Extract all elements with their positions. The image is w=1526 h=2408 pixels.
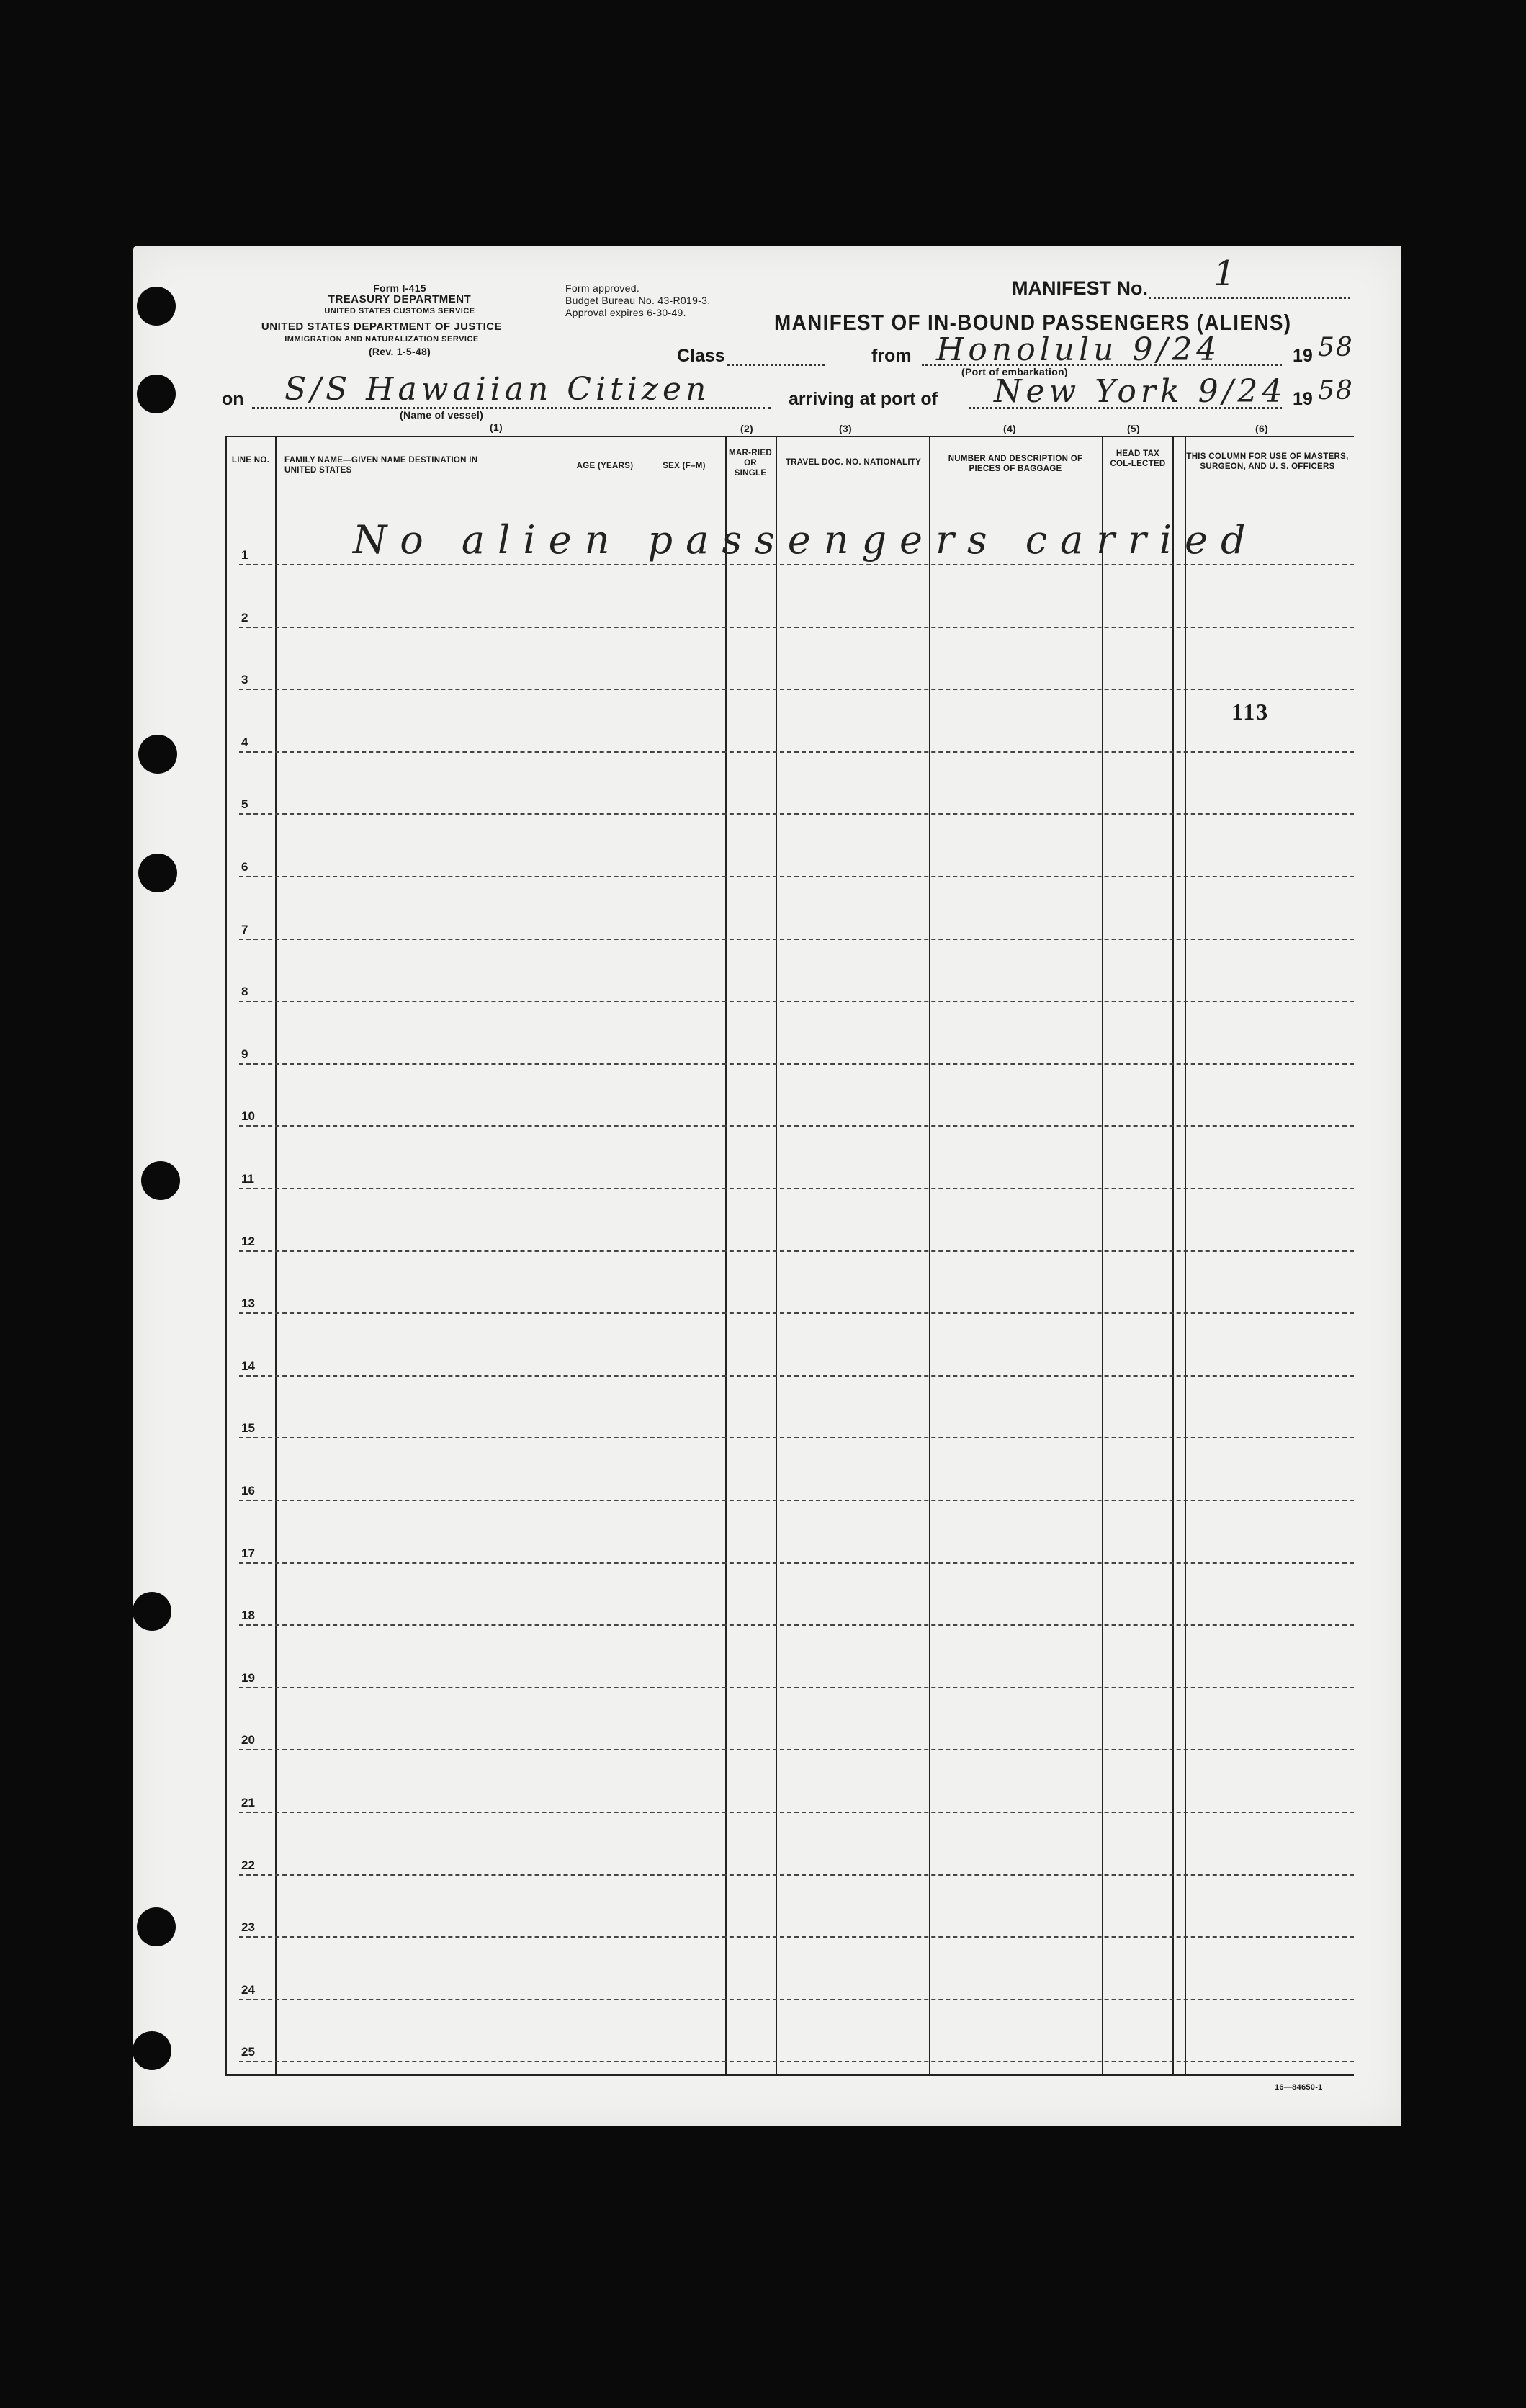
col-5-marker: (5) bbox=[1127, 423, 1141, 434]
footer-code: 16—84650-1 bbox=[1275, 2083, 1323, 2092]
table-row bbox=[239, 1125, 1354, 1127]
col-divider-name bbox=[725, 436, 727, 2076]
row-number: 16 bbox=[241, 1484, 255, 1498]
col-divider-married bbox=[776, 436, 777, 2076]
row-number: 18 bbox=[241, 1608, 255, 1622]
year-prefix-2: 19 bbox=[1293, 389, 1313, 409]
approval-line-2: Budget Bureau No. 43-R019-3. bbox=[565, 295, 711, 306]
treasury-dept: TREASURY DEPARTMENT bbox=[328, 293, 472, 305]
table-row bbox=[239, 2061, 1354, 2062]
table-row bbox=[239, 1250, 1354, 1252]
row-number: 6 bbox=[241, 860, 248, 874]
arriving-label: arriving at port of bbox=[789, 389, 938, 409]
row-number: 1 bbox=[241, 548, 248, 562]
col-1-marker: (1) bbox=[490, 421, 503, 433]
header-sex: SEX (F–M) bbox=[663, 462, 706, 470]
table-row bbox=[239, 1624, 1354, 1626]
on-label: on bbox=[222, 389, 244, 409]
table-row bbox=[239, 1749, 1354, 1750]
col-divider-headtax bbox=[1172, 436, 1174, 2076]
row-number: 13 bbox=[241, 1297, 255, 1310]
table-row bbox=[239, 689, 1354, 690]
row-number: 25 bbox=[241, 2045, 255, 2059]
table-row bbox=[239, 1437, 1354, 1438]
punch-hole bbox=[133, 2031, 171, 2070]
approval-line-1: Form approved. bbox=[565, 282, 640, 294]
row-number: 12 bbox=[241, 1235, 255, 1248]
col-divider-baggage bbox=[1102, 436, 1103, 2076]
stamp-number: 113 bbox=[1231, 699, 1270, 725]
year-value-2: 58 bbox=[1318, 376, 1354, 406]
vessel-value: S/S Hawaiian Citizen bbox=[284, 371, 711, 408]
header-head-tax: HEAD TAX COL-LECTED bbox=[1110, 449, 1166, 468]
row-number: 5 bbox=[241, 797, 248, 811]
row-number: 15 bbox=[241, 1421, 255, 1435]
row-number: 11 bbox=[241, 1172, 254, 1186]
row-number: 10 bbox=[241, 1109, 255, 1123]
table-row bbox=[239, 813, 1354, 815]
col-divider-line-no bbox=[275, 436, 277, 2076]
punch-hole bbox=[138, 735, 177, 774]
table-left-border bbox=[225, 436, 227, 2076]
col-divider-travel bbox=[929, 436, 930, 2076]
row-number: 17 bbox=[241, 1547, 255, 1560]
table-row bbox=[239, 1936, 1354, 1938]
row-number: 7 bbox=[241, 923, 248, 936]
header-officers: THIS COLUMN FOR USE OF MASTERS, SURGEON, AND U. S. OFFICERS bbox=[1186, 452, 1349, 471]
from-value: Honolulu 9/24 bbox=[936, 331, 1221, 368]
manifest-title: MANIFEST OF IN-BOUND PASSENGERS (ALIENS) bbox=[774, 310, 1292, 335]
col-4-marker: (4) bbox=[1003, 423, 1017, 434]
row-number: 3 bbox=[241, 673, 248, 686]
table-row bbox=[239, 1188, 1354, 1189]
table-row bbox=[239, 751, 1354, 753]
revision-date: (Rev. 1-5-48) bbox=[368, 346, 431, 357]
table-row bbox=[239, 1500, 1354, 1501]
table-row bbox=[239, 1687, 1354, 1688]
header-age: AGE (YEARS) bbox=[576, 462, 634, 470]
justice-dept: UNITED STATES DEPARTMENT OF JUSTICE bbox=[261, 321, 503, 333]
punch-hole bbox=[137, 375, 176, 413]
table-row bbox=[239, 627, 1354, 628]
row-number: 24 bbox=[241, 1983, 255, 1997]
year-prefix-1: 19 bbox=[1293, 346, 1313, 366]
port-embarkation-caption: (Port of embarkation) bbox=[961, 366, 1068, 377]
header-name: FAMILY NAME—GIVEN NAME DESTINATION IN UNITED STATES bbox=[284, 456, 478, 475]
row-number: 23 bbox=[241, 1920, 255, 1934]
row-number: 8 bbox=[241, 985, 248, 998]
table-row bbox=[239, 939, 1354, 940]
punch-hole bbox=[138, 854, 177, 892]
col-6-marker: (6) bbox=[1255, 423, 1269, 434]
row-number: 20 bbox=[241, 1733, 255, 1747]
manifest-no-line bbox=[1149, 297, 1350, 299]
from-label: from bbox=[871, 346, 912, 366]
table-row bbox=[239, 1312, 1354, 1314]
punch-hole bbox=[141, 1161, 180, 1200]
customs-service: UNITED STATES CUSTOMS SERVICE bbox=[324, 307, 475, 315]
table-row bbox=[239, 1001, 1354, 1002]
year-value-1: 58 bbox=[1318, 333, 1354, 362]
row-number: 2 bbox=[241, 611, 248, 625]
class-line bbox=[727, 364, 825, 366]
header-baggage: NUMBER AND DESCRIPTION OF PIECES OF BAGGAGE bbox=[948, 455, 1083, 473]
approval-line-3: Approval expires 6-30-49. bbox=[565, 307, 686, 318]
manifest-no-value: 1 bbox=[1213, 254, 1240, 294]
header-travel-doc: TRAVEL DOC. NO. NATIONALITY bbox=[785, 458, 922, 467]
table-row bbox=[239, 1999, 1354, 2000]
table-row bbox=[239, 1562, 1354, 1564]
table-row bbox=[239, 876, 1354, 877]
row-number: 14 bbox=[241, 1359, 255, 1373]
row-number: 21 bbox=[241, 1796, 255, 1809]
row-number: 19 bbox=[241, 1671, 255, 1685]
class-label: Class bbox=[677, 346, 725, 366]
table-row bbox=[239, 1812, 1354, 1813]
table-row bbox=[239, 1874, 1354, 1876]
table-row bbox=[239, 564, 1354, 565]
col-divider-officers bbox=[1185, 436, 1186, 2076]
manifest-no-label: MANIFEST No. bbox=[1012, 277, 1148, 299]
ins-service: IMMIGRATION AND NATURALIZATION SERVICE bbox=[284, 335, 479, 344]
table-row bbox=[239, 1063, 1354, 1065]
row-number: 9 bbox=[241, 1047, 248, 1061]
row-number: 22 bbox=[241, 1858, 255, 1872]
col-2-marker: (2) bbox=[740, 423, 754, 434]
handwritten-note: No alien passengers carried bbox=[353, 517, 1259, 563]
vessel-caption: (Name of vessel) bbox=[400, 409, 484, 421]
punch-hole bbox=[137, 287, 176, 326]
punch-hole bbox=[133, 1592, 171, 1631]
header-line-no: LINE NO. bbox=[231, 456, 270, 465]
arrival-value: New York 9/24 bbox=[994, 373, 1287, 410]
header-married: MAR-RIED OR SINGLE bbox=[729, 449, 772, 478]
table-row bbox=[239, 1375, 1354, 1377]
punch-hole bbox=[137, 1907, 176, 1946]
form-number: Form I-415 bbox=[373, 282, 426, 294]
col-3-marker: (3) bbox=[839, 423, 853, 434]
row-number: 4 bbox=[241, 735, 248, 749]
